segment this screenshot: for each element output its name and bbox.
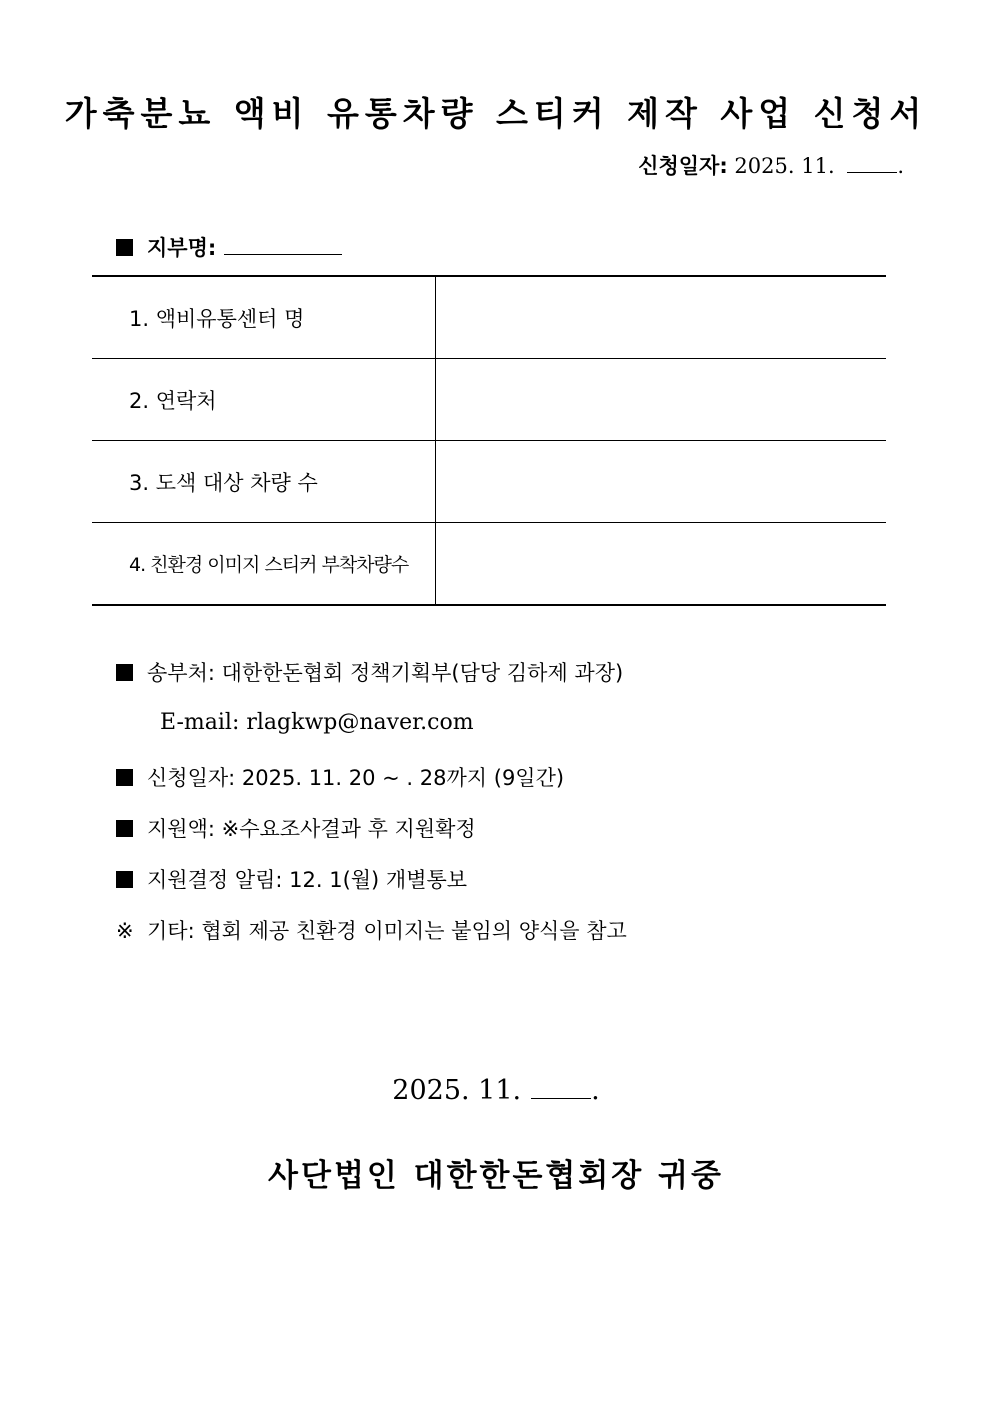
row-label: 2. 연락처 [92, 359, 435, 441]
support-amount-text: 지원액: ※수요조사결과 후 지원확정 [147, 817, 476, 841]
square-bullet-icon [116, 769, 133, 786]
row-label: 4. 친환경 이미지 스티커 부착차량수 [92, 523, 435, 606]
footer-date [0, 1075, 992, 1106]
apply-date-day-blank[interactable] [847, 171, 897, 173]
table-row [92, 441, 886, 523]
decision-line [116, 864, 467, 894]
branch-name [116, 232, 342, 262]
row-label: 3. 도색 대상 차량 수 [92, 441, 435, 523]
period-line [116, 762, 564, 792]
document-title: 가축분뇨 액비 유통차량 스티커 제작 사업 신청서 [64, 94, 928, 133]
addressee: 사단법인 대한한돈협회장 귀중 [268, 1158, 724, 1194]
note-line [116, 915, 627, 945]
row-value-cell[interactable] [435, 441, 886, 523]
square-bullet-icon [116, 871, 133, 888]
square-bullet-icon [116, 664, 133, 681]
footer-date-suffix: . [591, 1075, 600, 1106]
row-value-cell[interactable] [435, 523, 886, 606]
email-line: E-mail: rlagkwp@naver.com [160, 710, 474, 735]
send-to-text: 송부처: 대한한돈협회 정책기획부(담당 김하제 과장) [147, 661, 624, 685]
row-label: 1. 액비유통센터 명 [92, 276, 435, 359]
apply-date-value: 2025. 11. [734, 154, 835, 178]
apply-date-suffix: . [897, 154, 904, 178]
table-row [92, 523, 886, 606]
row-value-cell[interactable] [435, 359, 886, 441]
square-bullet-icon [116, 820, 133, 837]
application-form-table [92, 275, 886, 606]
table-row [92, 276, 886, 359]
table-row [92, 359, 886, 441]
note-text: 기타: 협회 제공 친환경 이미지는 붙임의 양식을 참고 [147, 919, 627, 943]
apply-date [638, 150, 904, 180]
apply-date-label: 신청일자: [638, 154, 728, 178]
decision-text: 지원결정 알림: 12. 1(월) 개별통보 [147, 868, 468, 892]
reference-mark-icon: ※ [116, 919, 134, 943]
footer-date-value: 2025. 11. [392, 1075, 522, 1106]
branch-label: 지부명: [147, 236, 217, 260]
branch-name-blank[interactable] [224, 253, 342, 255]
period-text: 신청일자: 2025. 11. 20 ~ . 28까지 (9일간) [147, 766, 565, 790]
send-to-line [116, 657, 623, 687]
support-amount-line [116, 813, 476, 843]
footer-date-day-blank[interactable] [531, 1097, 591, 1099]
square-bullet-icon [116, 239, 133, 256]
row-value-cell[interactable] [435, 276, 886, 359]
